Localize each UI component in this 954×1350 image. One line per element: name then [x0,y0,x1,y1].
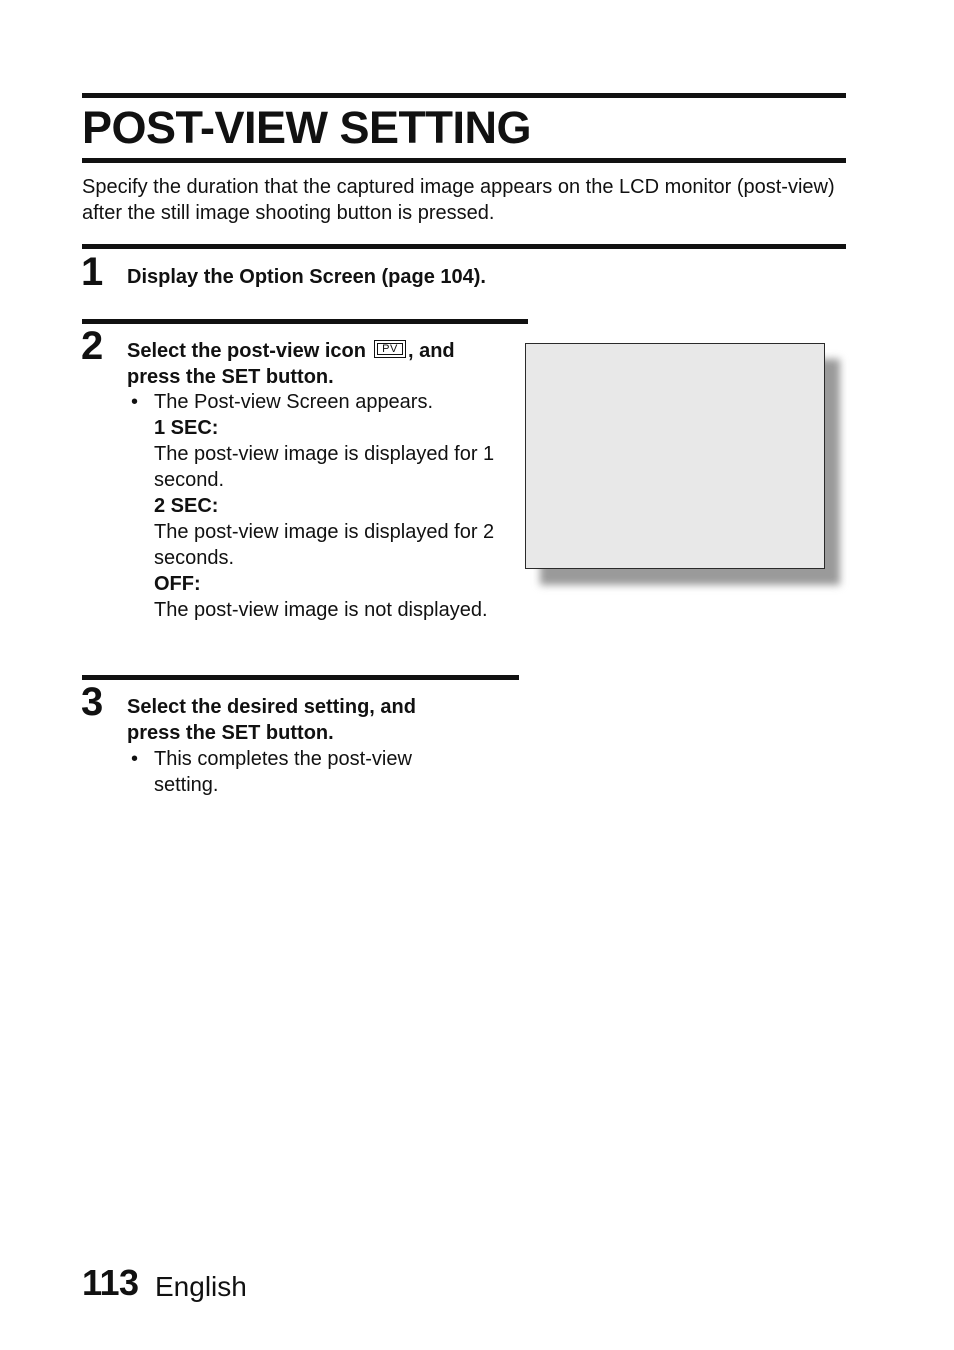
option-1sec-description: The post-view image is displayed for 1 second. [154,443,495,491]
bullet-glyph: • [131,748,139,770]
option-off-description: The post-view image is not displayed. [154,599,488,621]
step-2-heading-text: Select the post-view icon [127,340,366,362]
step-2-rule [82,319,528,324]
step-2-body [127,389,507,623]
step-2-bullet [127,389,507,415]
step-1-number: 1 [81,250,104,294]
step-2-bullet-text: The Post-view Screen appears. [154,391,434,413]
option-off-label: OFF: [154,573,201,595]
bullet-glyph: • [131,391,139,413]
step-2-number: 2 [81,324,104,368]
step-1-rule [82,244,846,249]
screen-illustration [525,343,825,569]
option-2sec-description: The post-view image is displayed for 2 seconds. [154,521,495,569]
title-top-rule [82,93,846,98]
footer-language: English [155,1271,247,1302]
page-title: POST-VIEW SETTING [82,102,532,153]
option-2sec-label: 2 SEC: [154,495,219,517]
option-1sec-label: 1 SEC: [154,417,219,439]
title-bottom-rule [82,158,846,163]
step-2-heading-line2: press the SET button. [127,366,334,388]
intro-paragraph: Specify the duration that the captured image appears on the LCD monitor (post-view) after the still image shooting button is pressed. [82,176,835,224]
step-1-heading: Display the Option Screen (page 104). [127,266,486,288]
step-3-bullet-text: This completes the post-view setting. [154,748,412,796]
step-2-heading-tail: , and [407,340,455,362]
step-2-heading [127,338,517,390]
step-3-body [127,746,467,798]
page-number: 113 [82,1262,139,1303]
step-3-number: 3 [81,680,104,724]
step-3-rule [82,675,519,680]
option-list [127,415,507,623]
step-3-bullet [127,746,467,798]
post-view-icon [374,340,406,358]
step-3-heading: Select the desired setting, and press the SET button. [127,696,416,744]
post-view-icon-label: PV [377,343,403,355]
